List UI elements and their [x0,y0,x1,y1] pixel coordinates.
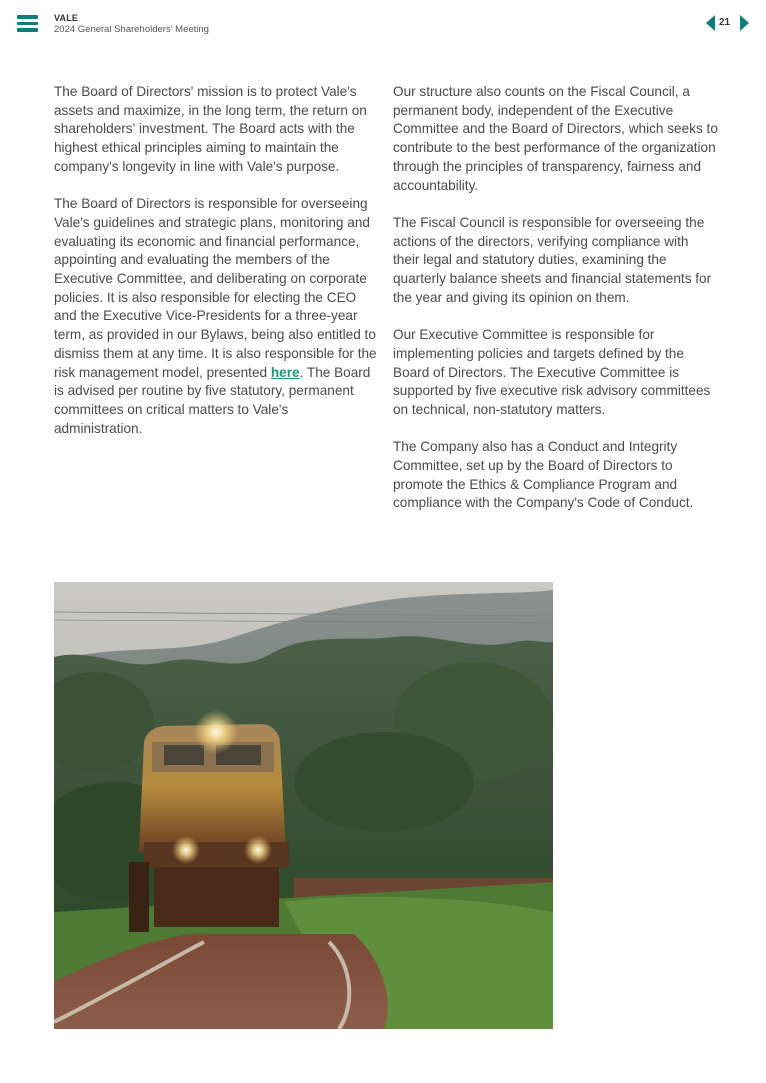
board-responsibility-paragraph [54,195,379,438]
next-page-icon[interactable] [740,15,749,31]
hamburger-menu-icon[interactable] [17,15,38,32]
fiscal-council-duties-paragraph: The Fiscal Council is responsible for overseeing the actions of the directors, verifying compliance with their legal and statutory duties, examining the quarterly balance sheets and financial statements for the year and giving its opinion on them. [393,214,712,305]
board-advisory-text: . The Board is advised per routine by five statutory, permanent committees on critical matters to Vale's administration. [54,364,371,436]
left-column [54,83,379,457]
header-subtitle: 2024 General Shareholders' Meeting [54,24,209,35]
board-responsibility-text: The Board of Directors is responsible for overseeing Vale's guidelines and strategic plans, monitoring and evaluating its economic and financial performance, appointing and evaluating the members of the Executive Committee, and deliberating on corporate policies. It is also responsible for electing the CEO and the Executive Vice-Presidents for a three-year term, as provided in our Bylaws, being also entitled to dismiss them at any time. It is also responsible for the risk management model, presented [54,196,377,380]
risk-model-link[interactable]: here [270,364,300,380]
header-brand: VALE [54,13,79,23]
previous-page-icon[interactable] [706,15,715,31]
conduct-integrity-paragraph: The Company also has a Conduct and Integrity Committee, set up by the Board of Directors to promote the Ethics & Compliance Program and compliance with the Company's Code of Conduct. [393,439,694,511]
right-column [393,83,718,532]
fiscal-council-paragraph: Our structure also counts on the Fiscal Council, a permanent body, independent of the Executive Committee and the Board of Directors, which seeks to contribute to the best performance of the organization through the principles of transparency, fairness and accountability. [393,84,718,193]
page-number: 21 [719,17,731,28]
executive-committee-paragraph: Our Executive Committee is responsible for implementing policies and targets defined by the Board of Directors. The Executive Committee is supported by five executive risk advisory committees on technical, non-statutory matters. [393,327,711,417]
board-mission-paragraph: The Board of Directors' mission is to protect Vale's assets and maximize, in the long term, the return on shareholders' investment. The Board acts with the highest ethical principles aiming to maintain the company's longevity in line with Vale's purpose. [54,84,367,174]
locomotive-photo [54,582,553,1029]
